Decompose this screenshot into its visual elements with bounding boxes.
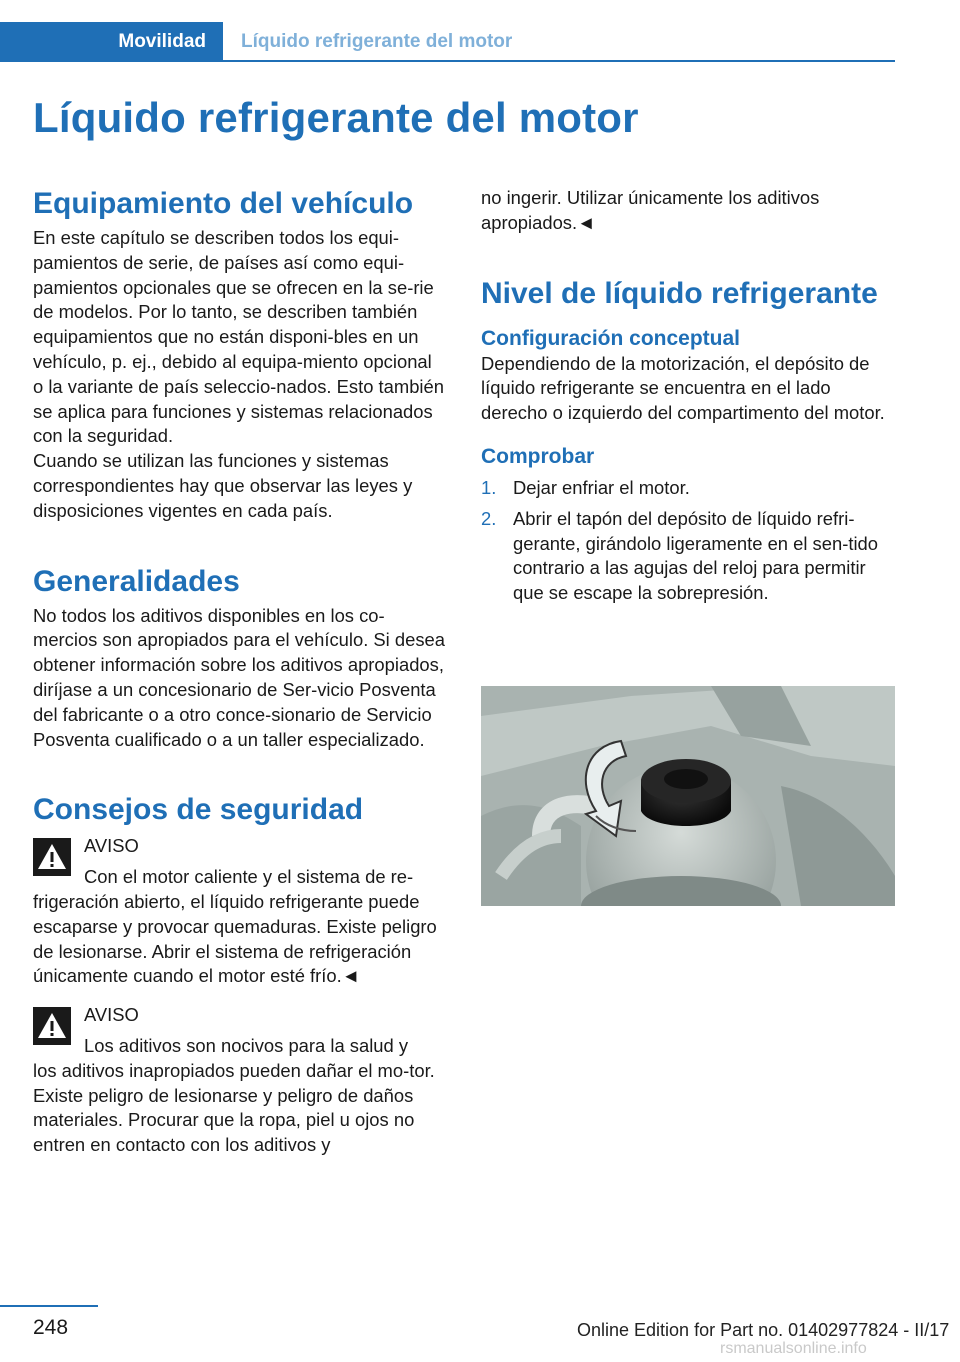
header-rule (0, 60, 895, 62)
page-header (0, 22, 895, 62)
safety-heading: Consejos de seguridad (33, 793, 364, 827)
check-heading: Comprobar (481, 444, 595, 468)
warning-1 (33, 834, 447, 989)
section-tab: Movilidad (0, 22, 223, 62)
step-item (481, 507, 895, 606)
level-heading: Nivel de líquido refrigerante (481, 276, 878, 310)
warning-triangle-icon (33, 838, 71, 876)
step-text: Abrir el tapón del depósito de líquido refri-gerante, girándolo ligeramente en el sen-tido contrario a las agujas del reloj para permitir que se escape la sobrepresión. (513, 507, 878, 604)
warning-1-label: AVISO (84, 835, 139, 857)
equipment-paragraph-2: Cuando se utilizan las funciones y sistemas correspondientes hay que observar las leyes y disposiciones vigentes en cada país. (33, 450, 413, 521)
concept-heading: Configuración conceptual (481, 326, 741, 350)
coolant-reservoir-illustration (481, 686, 895, 906)
edition-text: Online Edition for Part no. 01402977824 - II/17 (577, 1320, 950, 1340)
right-column (481, 186, 895, 606)
chapter-tab: Líquido refrigerante del motor (241, 31, 513, 52)
check-steps (481, 476, 895, 606)
step-number: 2. (481, 507, 497, 529)
warning-triangle-icon (33, 1007, 71, 1045)
warning-2-text: los aditivos inapropiados pueden dañar el mo-tor. Existe peligro de lesionarse y peligro de daños materiales. Procurar que la ropa, piel u ojos no entren en contacto con los aditivos y (33, 1059, 435, 1156)
concept-paragraph: Dependiendo de la motorización, el depósito de líquido refrigerante se encuentra en el lado derecho o izquierdo del compartimento del motor. (481, 352, 885, 424)
left-column (33, 182, 447, 1158)
continuation-text: no ingerir. Utilizar únicamente los aditivos apropiados.◄ (481, 187, 820, 233)
step-text: Dejar enfriar el motor. (513, 476, 690, 498)
watermark-text: rsmanualsonline.info (720, 1340, 867, 1357)
page-number: 248 (33, 1316, 69, 1339)
warning-2-label: AVISO (84, 1004, 139, 1026)
page-title: Líquido refrigerante del motor (33, 94, 639, 141)
general-paragraph: No todos los aditivos disponibles en los co-mercios son apropiados para el vehículo. Si desea obtener información sobre los aditivos apropiados, diríjase a un concesionario de Ser-vicio Posventa del fabricante o a otro conce-sionario de Servicio Posventa cualificado o a un taller especializado. (33, 604, 445, 750)
warning-2-first-line: Los aditivos son nocivos para la salud y (84, 1034, 409, 1056)
general-heading: Generalidades (33, 564, 240, 598)
warning-2 (33, 1003, 447, 1158)
equipment-heading: Equipamiento del vehículo (33, 187, 414, 220)
footer-rule (0, 1305, 98, 1307)
step-item (481, 476, 895, 501)
page-footer (0, 1292, 960, 1362)
warning-1-text: frigeración abierto, el líquido refrigerante puede escaparse y provocar quemaduras. Existe peligro de lesionarse. Abrir el sistema de refrigeración únicamente cuando el motor esté frío.◄ (33, 890, 437, 987)
step-number: 1. (481, 476, 497, 498)
warning-1-first-line: Con el motor caliente y el sistema de re- (84, 866, 414, 888)
equipment-paragraph-1: En este capítulo se describen todos los equi-pamientos de serie, de países así como equi-pamientos opcionales que se ofrecen en la se-rie de modelos. Por lo tanto, se describen también equipamientos que no están disponi-bles en un vehículo, p. ej., debido al equipa-miento opcional o la variante de país seleccio-nados. Esto también se aplica para funciones y sistemas relacionados con la seguridad. (33, 227, 444, 447)
